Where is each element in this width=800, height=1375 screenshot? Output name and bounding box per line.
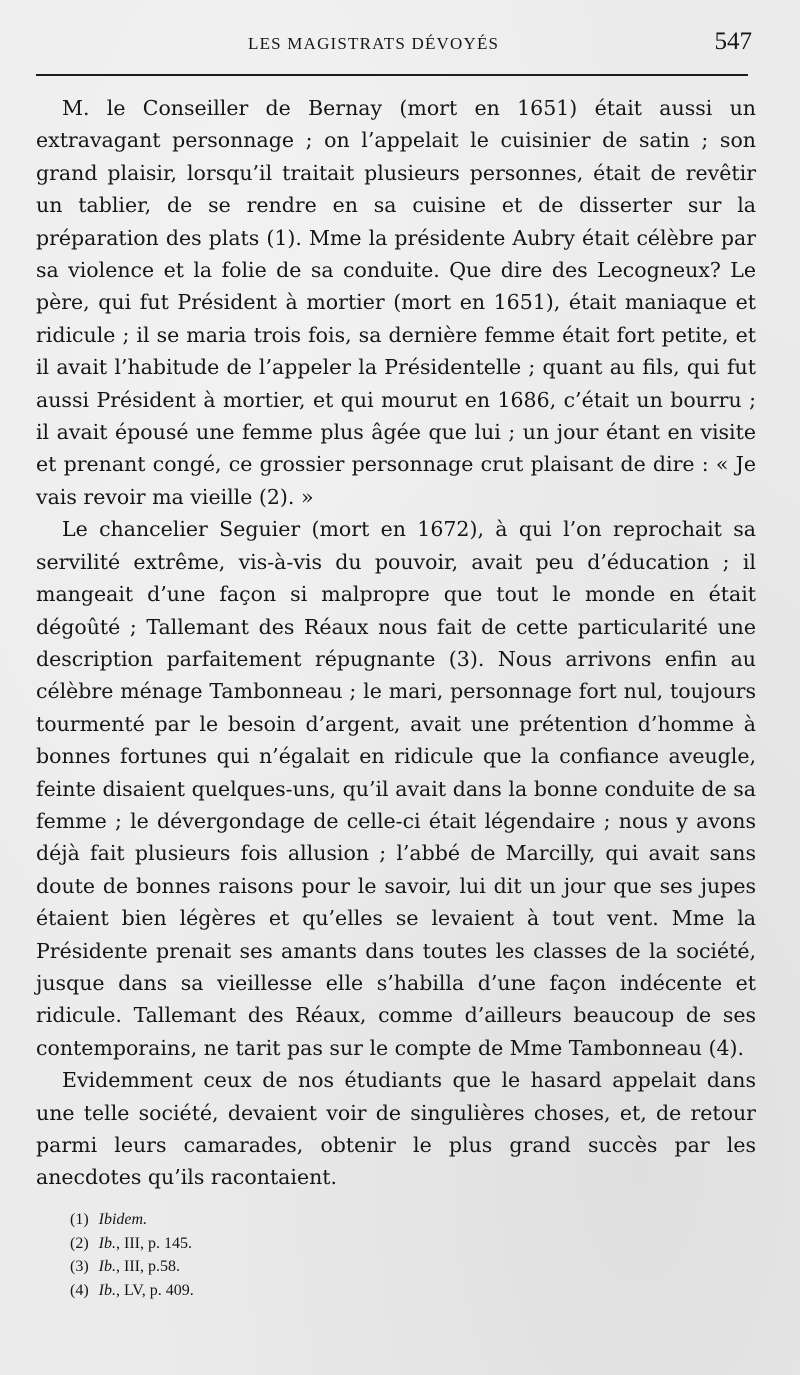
- page-number: 547: [714, 28, 752, 55]
- footnote-reference: Ib.: [98, 1281, 116, 1299]
- footnote-detail: , III, p.58.: [115, 1258, 180, 1275]
- footnote: [70, 1255, 470, 1279]
- running-head: LES MAGISTRATS DÉVOYÉS: [248, 34, 500, 53]
- footnote: [70, 1232, 470, 1256]
- footnote-number: (1): [70, 1211, 89, 1228]
- paragraph-3: Evidemment ceux de nos étudiants que le hasard appelait dans une telle société, devaient voir de singulières choses, et, de retour parmi leurs camarades, obtenir le plus grand succès par les anecdotes qu’ils racontaient.: [36, 1068, 756, 1190]
- page-header: [36, 28, 752, 62]
- footnote-number: (2): [70, 1234, 89, 1252]
- paragraph-2: Le chancelier Seguier (mort en 1672), à qui l’on reprochait sa servilité extrême, vis-à-vis du pouvoir, avait peu d’éducation ; il mangeait d’une façon si malpropre que tout le monde en était dégoûté ; Tallemant des Réaux nous fait de cette particularité une description parfaitement répugnante (3). Nous arrivons enfin au célèbre ménage Tambonneau ; le mari, personnage fort nul, toujours tourmenté par le besoin d’argent, avait une prétention d’homme à bonnes fortunes qui n’égalait en ridicule que la confiance aveugle, feinte disaient quelques-uns, qu’il avait dans la bonne conduite de sa femme ; le dévergondage de celle-ci était légendaire ; nous y avons déjà fait plusieurs fois allusion ; l’abbé de Marcilly, qui avait sans doute de bonnes raisons pour le savoir, lui dit un jour que ses jupes étaient bien légères et qu’elles se levaient à tout vent. Mme la Présidente prenait ses amants dans toutes les classes de la société, jusque dans sa vieillesse elle s’habilla d’une façon indécente et ridicule. Tallemant des Réaux, comme d’ailleurs beaucoup de ses contemporains, ne tarit pas sur le compte de Mme Tambonneau (4).: [36, 517, 756, 1060]
- footnote-reference: Ibidem.: [98, 1211, 148, 1228]
- footnote-reference: Ib.: [98, 1258, 116, 1275]
- header-rule: [36, 74, 748, 76]
- footnote: [70, 1279, 470, 1303]
- footnotes: [70, 1208, 470, 1302]
- footnote: [70, 1208, 470, 1232]
- body-text: [36, 92, 756, 1194]
- footnote-reference: Ib.: [98, 1234, 116, 1252]
- paragraph-1: M. le Conseiller de Bernay (mort en 1651) était aussi un extravagant personnage ; on l’appelait le cuisinier de satin ; son grand plaisir, lorsqu’il traitait plusieurs personnes, était de revêtir un tablier, de se rendre en sa cuisine et de disserter sur la préparation des plats (1). Mme la présidente Aubry était célèbre par sa violence et la folie de sa conduite. Que dire des Lecogneux? Le père, qui fut Président à mortier (mort en 1651), était maniaque et ridicule ; il se maria trois fois, sa dernière femme était fort petite, et il avait l’habitude de l’appeler la Présidentelle ; quant au fils, qui fut aussi Président à mortier, et qui mourut en 1686, c’était un bourru ; il avait épousé une femme plus âgée que lui ; un jour étant en visite et prenant congé, ce grossier personnage crut plaisant de dire : « Je vais revoir ma vieille (2). »: [36, 96, 756, 509]
- footnote-number: (3): [70, 1258, 89, 1275]
- footnote-detail: , III, p. 145.: [115, 1234, 192, 1252]
- footnote-number: (4): [70, 1281, 89, 1299]
- footnote-detail: , LV, p. 409.: [115, 1281, 194, 1299]
